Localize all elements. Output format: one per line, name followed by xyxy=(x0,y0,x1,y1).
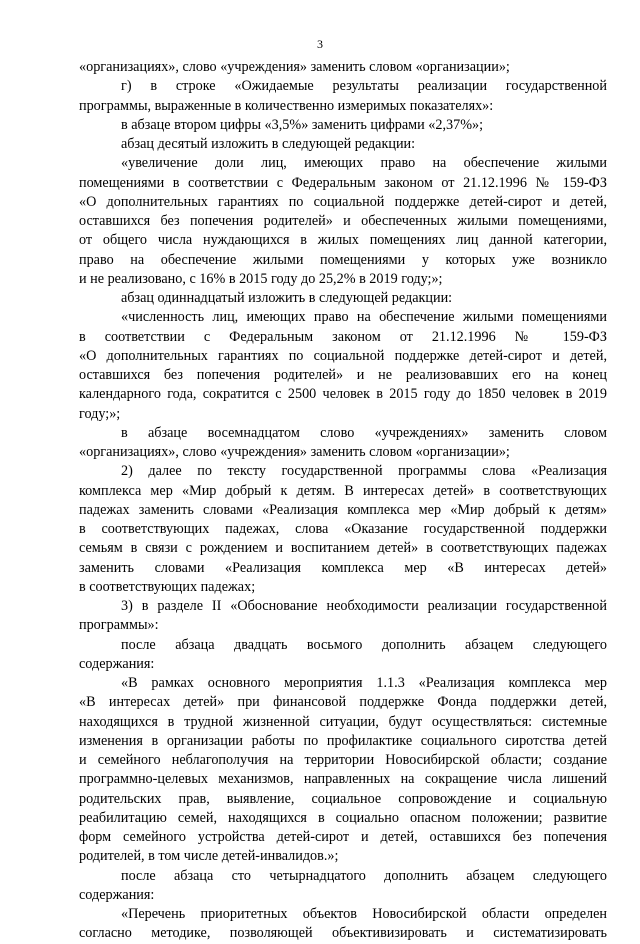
text-line: от общего числа нуждающихся в жилых помещениях лиц данной категории, xyxy=(79,232,607,249)
text-line: содержания: xyxy=(79,655,155,672)
text-line: в абзаце втором цифры «3,5%» заменить цифрами «2,37%»; xyxy=(121,116,484,133)
text-line: «В интересах детей» при финансовой поддержке Фонда поддержки детей, xyxy=(79,694,607,711)
text-line: «увеличение доли лиц, имеющих право на обеспечение жилыми xyxy=(121,155,607,172)
text-line: реабилитацию семей, находящихся в социально опасном положении; развитие xyxy=(79,809,607,826)
page-number: 3 xyxy=(317,37,323,51)
text-line: в соответствии с Федеральным законом от 21.12.1996 № 159-ФЗ xyxy=(79,328,607,345)
text-line: абзац одиннадцатый изложить в следующей редакции: xyxy=(121,290,453,306)
text-line: согласно методике, позволяющей объективизировать и систематизировать xyxy=(79,925,607,942)
text-line: «организациях», слово «учреждения» заменить словом «организации»; xyxy=(79,444,510,460)
text-line: форм семейного устройства детей-сирот и детей, оставшихся без попечения xyxy=(79,829,607,845)
text-line: родителей, в том числе детей-инвалидов.»; xyxy=(79,848,339,865)
text-line: после абзаца двадцать восьмого дополнить абзацем следующего xyxy=(121,636,607,653)
text-line: комплекса мер «Мир добрый к детям. В интересах детей» в соответствующих xyxy=(79,482,607,499)
text-line: «О дополнительных гарантиях по социальной поддержке детей-сирот и детей, xyxy=(79,347,607,364)
text-line: семьям в связи с рождением и воспитанием детей» в соответствующих падежах xyxy=(79,540,607,557)
text-line: «О дополнительных гарантиях по социальной поддержке детей-сирот и детей, xyxy=(79,193,607,210)
text-line: изменения в организации работы по профилактике социального сиротства детей xyxy=(79,732,607,749)
text-line: г) в строке «Ожидаемые результаты реализации государственной xyxy=(121,78,607,95)
text-line: содержания: xyxy=(79,886,155,903)
text-line: 2) далее по тексту государственной программы слова «Реализация xyxy=(121,463,607,480)
text-line: право на обеспечение жилыми помещениями у которых уже возникло xyxy=(79,251,607,268)
text-line: «Перечень приоритетных объектов Новосибирской области определен xyxy=(121,906,607,922)
text-line: абзац десятый изложить в следующей редакции: xyxy=(121,136,416,152)
text-line: календарного года, сократится с 2500 человек в 2015 году до 1850 человек в 2019 xyxy=(79,386,607,403)
text-line: в абзаце восемнадцатом слово «учреждениях» заменить словом xyxy=(121,424,607,441)
text-line: «В рамках основного мероприятия 1.1.3 «Реализация комплекса мер xyxy=(121,675,607,691)
text-line: находящихся в трудной жизненной ситуации, будут осуществляться: системные xyxy=(79,713,607,730)
text-line: в соответствующих падежах, слова «Оказание государственной поддержки xyxy=(79,521,607,537)
text-line: и не реализовано, с 16% в 2015 году до 25,2% в 2019 году;»; xyxy=(79,270,443,287)
text-line: родительских прав, выявление, социальное сопровождение и социальную xyxy=(79,790,607,807)
text-line: программы»: xyxy=(79,617,159,634)
text-line: и семейного неблагополучия на территории Новосибирской области; создание xyxy=(79,752,607,768)
text-line: оставшихся без попечения родителей» и обеспеченных жилыми помещениями, xyxy=(79,213,607,229)
document-body xyxy=(79,58,607,944)
text-line: заменить словами «Реализация комплекса мер «В интересах детей» xyxy=(79,559,607,576)
text-line: помещениями в соответствии с Федеральным законом от 21.12.1996 № 159-ФЗ xyxy=(79,174,607,191)
text-line: в соответствующих падежах; xyxy=(79,578,256,595)
text-line: падежах заменить словами «Реализация комплекса мер «Мир добрый к детям» xyxy=(79,501,607,518)
text-line: «численность лиц, имеющих право на обеспечение жилыми помещениями xyxy=(121,309,607,326)
text-line: «организациях», слово «учреждения» заменить словом «организации»; xyxy=(79,59,510,75)
text-line: 3) в разделе II «Обоснование необходимости реализации государственной xyxy=(121,598,607,614)
text-line: году;»; xyxy=(79,405,121,422)
text-line: программно-целевых механизмов, направленных на сокращение числа лишений xyxy=(79,771,607,788)
text-line: оставшихся без попечения родителей» и не реализовавших его на конец xyxy=(79,367,607,383)
text-line: после абзаца сто четырнадцатого дополнить абзацем следующего xyxy=(121,867,607,884)
text-line: программы, выраженные в количественно измеримых показателях»: xyxy=(79,97,494,114)
